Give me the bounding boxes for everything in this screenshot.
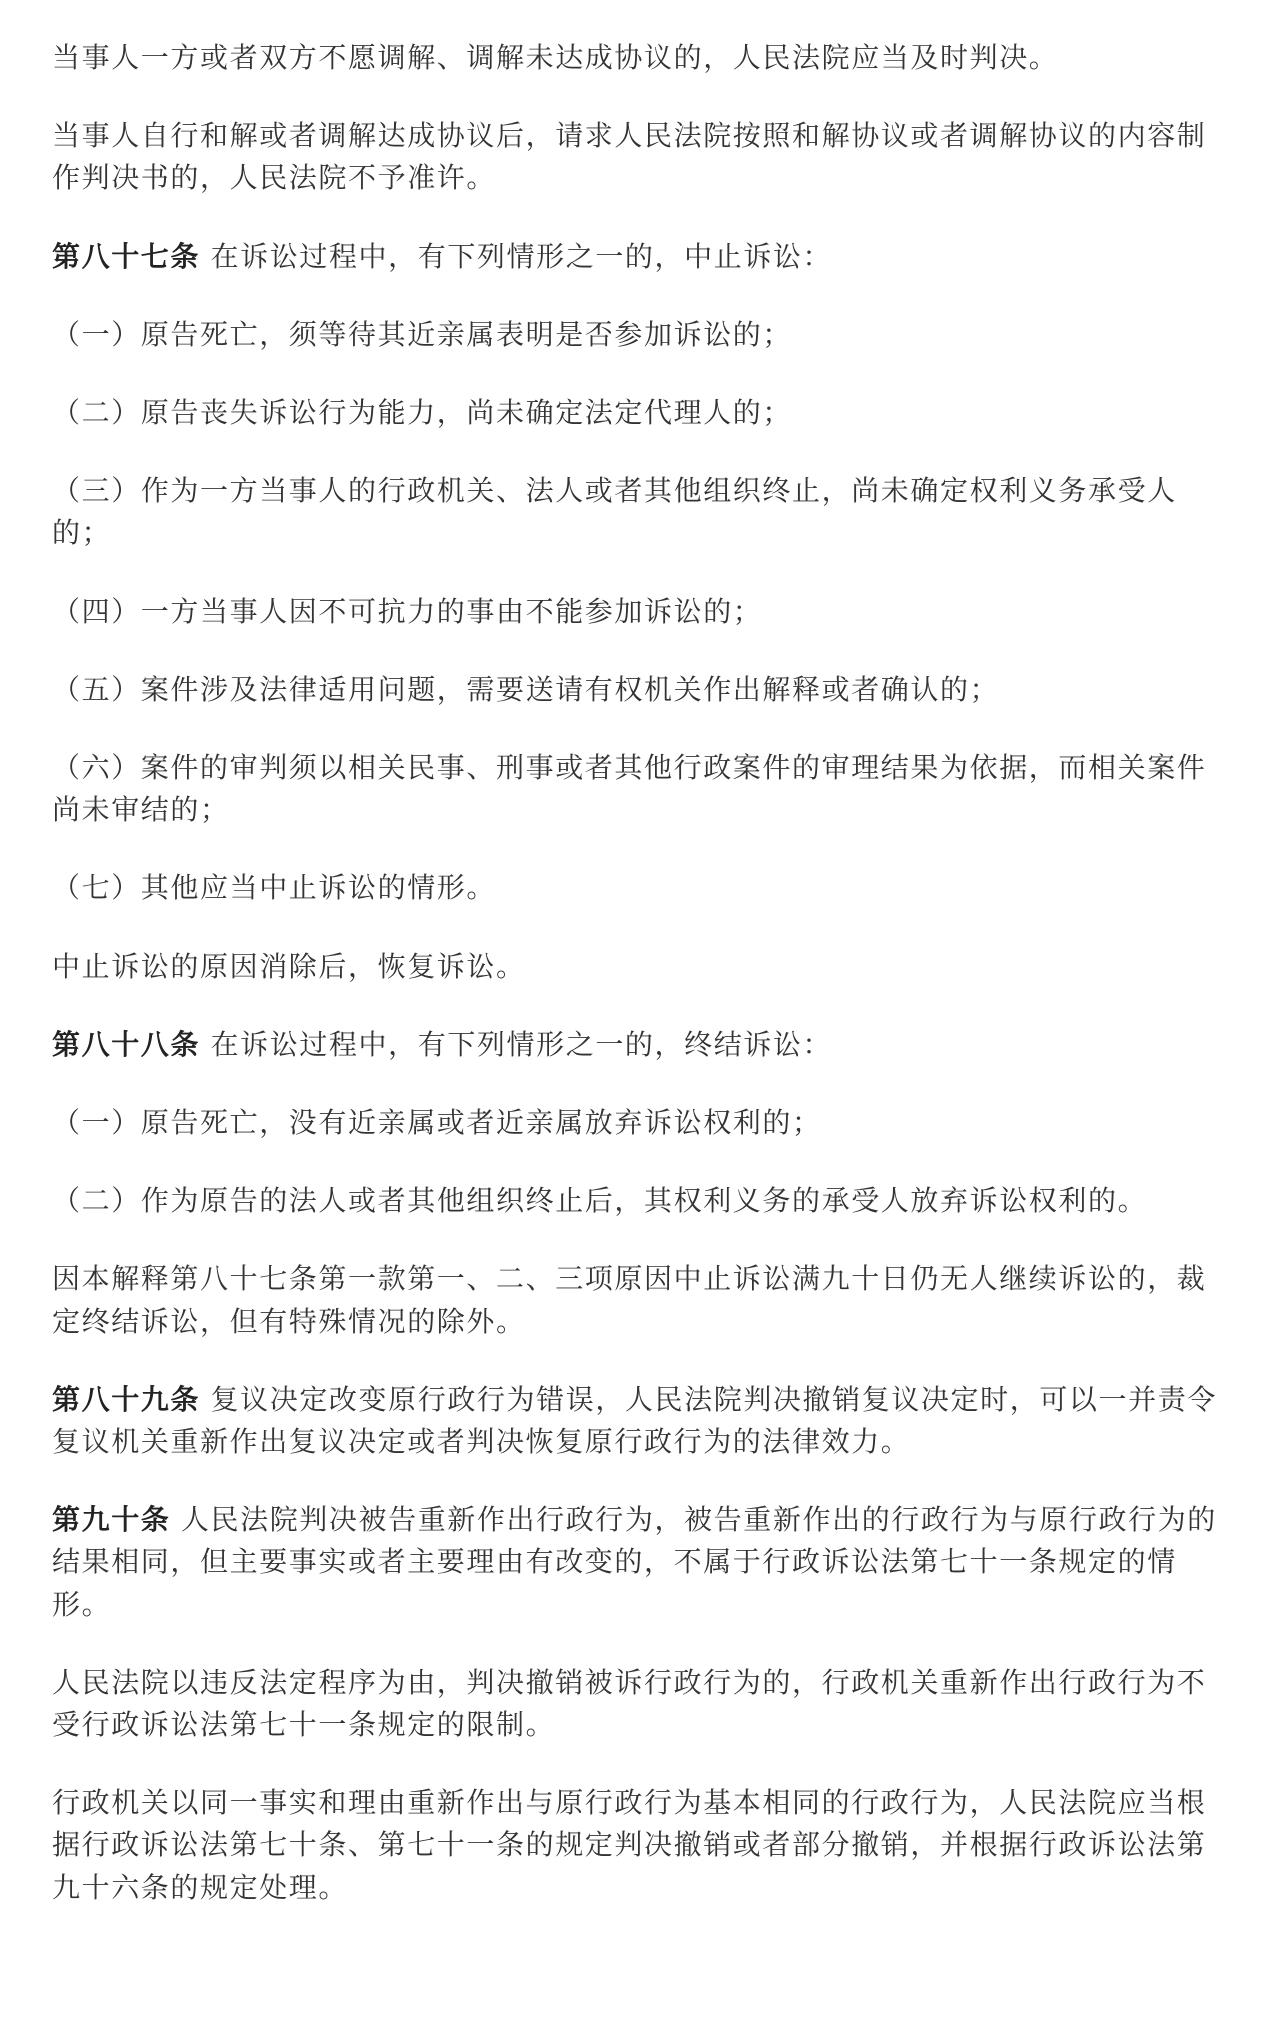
article-number: 第八十八条 — [52, 1027, 201, 1061]
line-text: 形。 — [52, 1587, 112, 1621]
line-text: 尚未审结的； — [52, 793, 230, 827]
article-paragraph — [52, 1024, 1240, 1066]
paragraph — [52, 1782, 1240, 1909]
text-line — [52, 1258, 1240, 1300]
paragraph — [52, 115, 1240, 199]
paragraph — [52, 392, 1240, 434]
text-line — [52, 591, 1240, 633]
line-text: 据行政诉讼法第七十条、第七十一条的规定判决撤销或者部分撤销，并根据行政诉讼法第 — [52, 1828, 1207, 1862]
line-text: 当事人自行和解或者调解达成协议后，请求人民法院按照和解协议或者调解协议的内容制 — [52, 119, 1207, 153]
article-paragraph — [52, 1499, 1240, 1626]
line-text: 在诉讼过程中，有下列情形之一的，中止诉讼： — [200, 239, 833, 273]
text-line — [52, 1584, 1240, 1626]
text-line — [52, 1704, 1240, 1746]
line-text: 受行政诉讼法第七十一条规定的限制。 — [52, 1708, 556, 1742]
text-line — [52, 1379, 1240, 1421]
line-text: 定终结诉讼，但有特殊情况的除外。 — [52, 1304, 526, 1338]
text-line — [52, 789, 1240, 831]
article-number: 第八十九条 — [52, 1382, 201, 1416]
text-line — [52, 1301, 1240, 1343]
line-text: （三）作为一方当事人的行政机关、法人或者其他组织终止，尚未确定权利义务承受人 — [52, 474, 1177, 508]
line-text: 作判决书的，人民法院不予准许。 — [52, 161, 497, 195]
line-text: （七）其他应当中止诉讼的情形。 — [52, 871, 497, 905]
text-line — [52, 115, 1240, 157]
line-text: （四）一方当事人因不可抗力的事由不能参加诉讼的； — [52, 594, 763, 628]
paragraph — [52, 591, 1240, 633]
paragraph — [52, 867, 1240, 909]
text-line — [52, 1024, 1240, 1066]
line-text: 因本解释第八十七条第一款第一、二、三项原因中止诉讼满九十日仍无人继续诉讼的，裁 — [52, 1262, 1207, 1296]
paragraph — [52, 747, 1240, 831]
text-line — [52, 747, 1240, 789]
paragraph — [52, 37, 1240, 79]
article-number: 第九十条 — [52, 1503, 171, 1537]
line-text: （二）作为原告的法人或者其他组织终止后，其权利义务的承受人放弃诉讼权利的。 — [52, 1184, 1148, 1218]
line-text: 复议机关重新作出复议决定或者判决恢复原行政行为的法律效力。 — [52, 1425, 911, 1459]
text-line — [52, 236, 1240, 278]
paragraph — [52, 1258, 1240, 1342]
text-line — [52, 470, 1240, 512]
line-text: 中止诉讼的原因消除后，恢复诉讼。 — [52, 949, 526, 983]
line-text: （一）原告死亡，没有近亲属或者近亲属放弃诉讼权利的； — [52, 1106, 822, 1140]
paragraph — [52, 1180, 1240, 1222]
text-line — [52, 1782, 1240, 1824]
text-line — [52, 1102, 1240, 1144]
text-line — [52, 1541, 1240, 1583]
paragraph — [52, 1102, 1240, 1144]
paragraph — [52, 946, 1240, 988]
paragraph — [52, 1662, 1240, 1746]
article-paragraph — [52, 236, 1240, 278]
paragraph — [52, 314, 1240, 356]
text-line — [52, 1421, 1240, 1463]
line-text: 人民法院以违反法定程序为由，判决撤销被诉行政行为的，行政机关重新作出行政行为不 — [52, 1665, 1207, 1699]
text-line — [52, 946, 1240, 988]
text-line — [52, 1180, 1240, 1222]
line-text: （一）原告死亡，须等待其近亲属表明是否参加诉讼的； — [52, 317, 793, 351]
line-text: 在诉讼过程中，有下列情形之一的，终结诉讼： — [200, 1027, 833, 1061]
text-line — [52, 1867, 1240, 1909]
line-text: （五）案件涉及法律适用问题，需要送请有权机关作出解释或者确认的； — [52, 672, 1000, 706]
line-text: 人民法院判决被告重新作出行政行为，被告重新作出的行政行为与原行政行为的 — [170, 1503, 1217, 1537]
text-line — [52, 1499, 1240, 1541]
line-text: （六）案件的审判须以相关民事、刑事或者其他行政案件的审理结果为依据，而相关案件 — [52, 751, 1207, 785]
line-text: 九十六条的规定处理。 — [52, 1870, 349, 1904]
text-line — [52, 1824, 1240, 1866]
text-line — [52, 512, 1240, 554]
article-number: 第八十七条 — [52, 239, 201, 273]
line-text: 复议决定改变原行政行为错误，人民法院判决撤销复议决定时，可以一并责令 — [200, 1382, 1217, 1416]
line-text: 行政机关以同一事实和理由重新作出与原行政行为基本相同的行政行为，人民法院应当根 — [52, 1786, 1207, 1820]
text-line — [52, 157, 1240, 199]
line-text: 当事人一方或者双方不愿调解、调解未达成协议的，人民法院应当及时判决。 — [52, 41, 1059, 74]
text-line — [52, 1662, 1240, 1704]
text-line — [52, 867, 1240, 909]
text-line — [52, 669, 1240, 711]
legal-text — [52, 37, 1240, 1945]
line-text: 结果相同，但主要事实或者主要理由有改变的，不属于行政诉讼法第七十一条规定的情 — [52, 1545, 1177, 1579]
text-line — [52, 314, 1240, 356]
text-line — [52, 392, 1240, 434]
line-text: 的； — [52, 516, 112, 550]
text-line — [52, 37, 1240, 79]
line-text: （二）原告丧失诉讼行为能力，尚未确定法定代理人的； — [52, 396, 793, 430]
article-paragraph — [52, 1379, 1240, 1463]
paragraph — [52, 470, 1240, 554]
paragraph — [52, 669, 1240, 711]
